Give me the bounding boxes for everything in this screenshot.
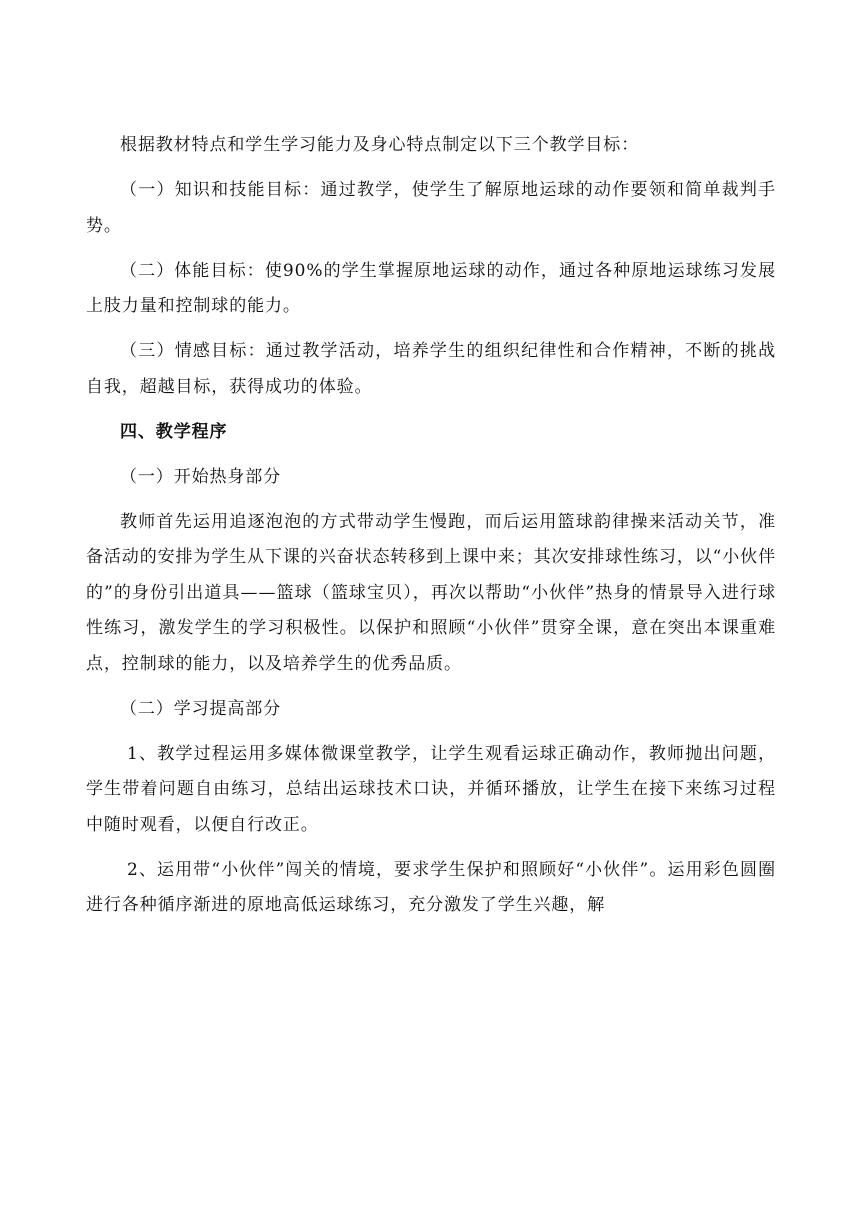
part2-item-2: 2、运用带“小伙伴”闯关的情境，要求学生保护和照顾好“小伙伴”。运用彩色圆圈进行各种循序渐进的原地高低运球练习，充分激发了学生兴趣，解 (86, 859, 776, 915)
intro-paragraph: 根据教材特点和学生学习能力及身心特点制定以下三个教学目标： (120, 135, 640, 155)
part2-item-1: 1、教学过程运用多媒体微课堂教学，让学生观看运球正确动作，教师抛出问题，学生带着问题自由练习，总结出运球技术口诀，并循环播放，让学生在接下来练习过程中随时观看，以便自行改正。 (86, 743, 776, 835)
section-heading: 四、教学程序 (120, 421, 228, 442)
part2-title: （二）学习提高部分 (120, 698, 282, 719)
goal-fitness-paragraph: （二）体能目标：使90%的学生掌握原地运球的动作，通过各种原地运球练习发展上肢力量和控制球的能力。 (86, 260, 776, 316)
goal-knowledge-paragraph: （一）知识和技能目标：通过教学，使学生了解原地运球的动作要领和简单裁判手势。 (86, 180, 776, 236)
part1-title: （一）开始热身部分 (120, 466, 282, 487)
document-page (86, 128, 776, 933)
goal-emotion-paragraph: （三）情感目标：通过教学活动，培养学生的组织纪律性和合作精神，不断的挑战自我，超越目标，获得成功的体验。 (86, 341, 776, 397)
part1-paragraph: 教师首先运用追逐泡泡的方式带动学生慢跑，而后运用篮球韵律操来活动关节，准备活动的安排为学生从下课的兴奋状态转移到上课中来；其次安排球性练习，以“小伙伴的”的身份引出道具——篮球（篮球宝贝），再次以帮助“小伙伴”热身的情景导入进行球性练习，激发学生的学习积极性。以保护和照顾“小伙伴”贯穿全课，意在突出本课重难点，控制球的能力，以及培养学生的优秀品质。 (86, 511, 776, 674)
